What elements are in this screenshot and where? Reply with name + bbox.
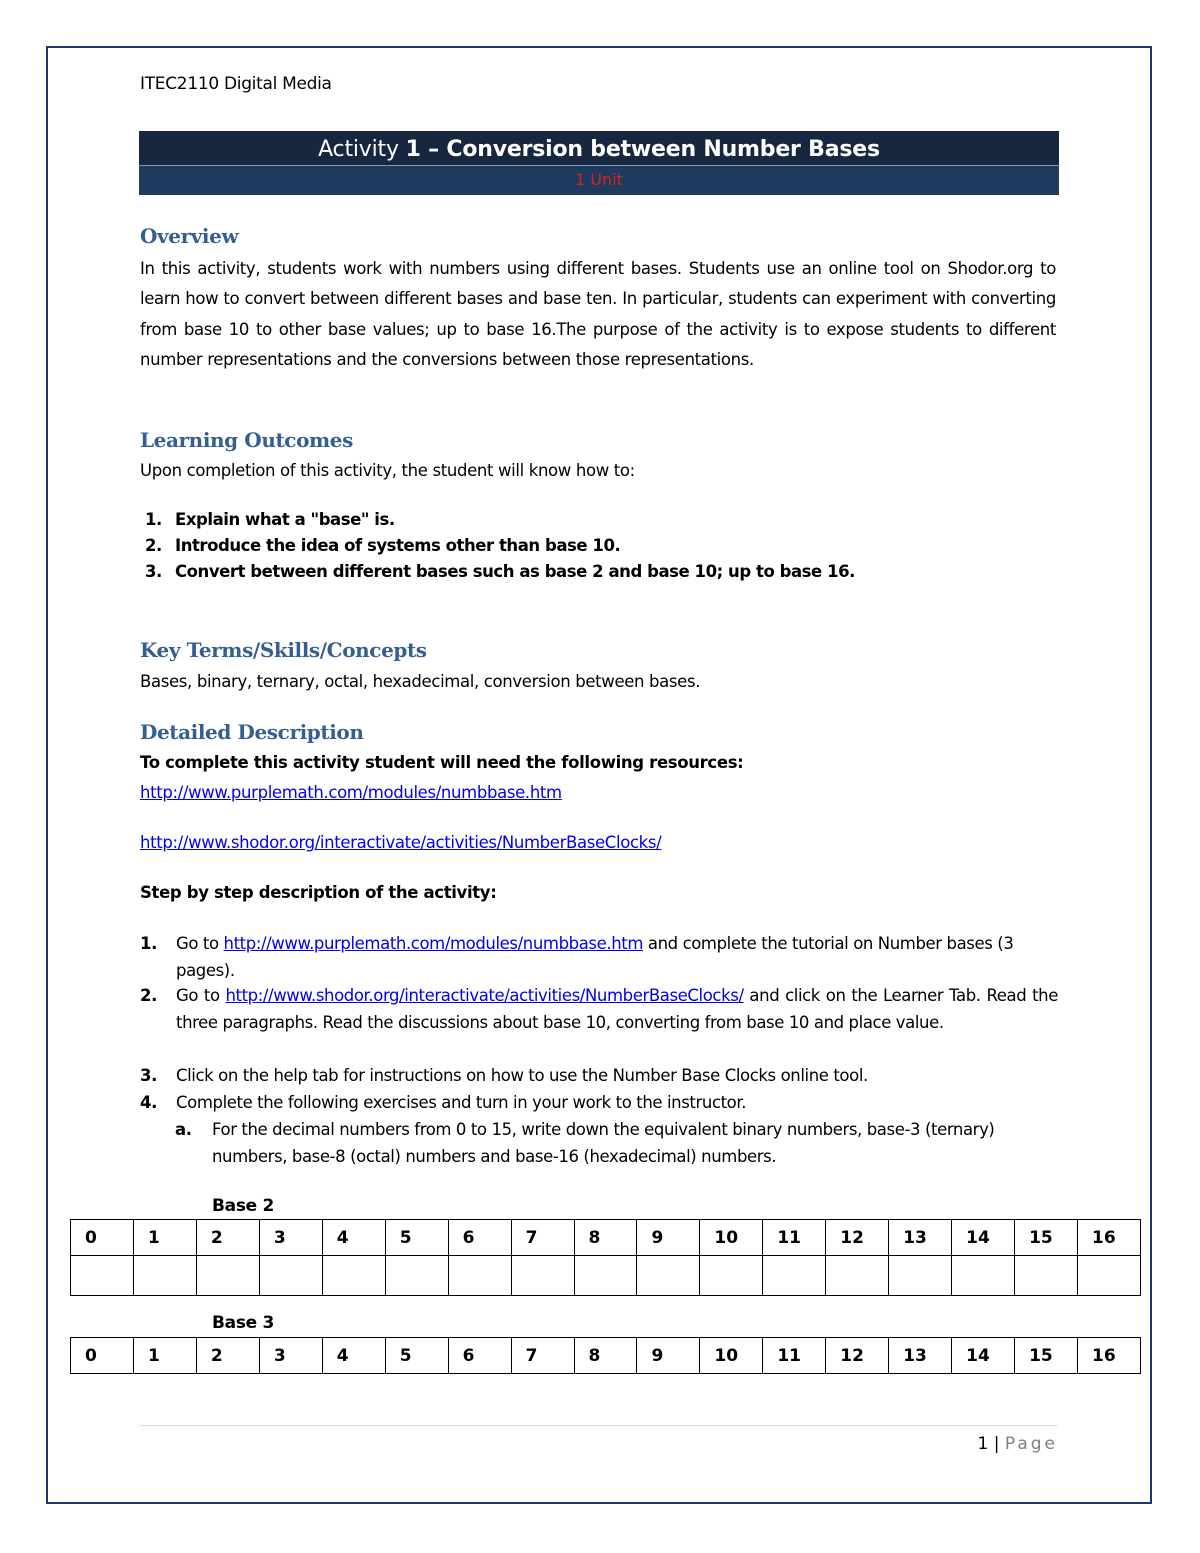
table-cell: 13 (889, 1220, 952, 1256)
detailed-description-heading: Detailed Description (140, 720, 364, 744)
list-number: 2. (145, 536, 162, 555)
learning-outcomes-heading: Learning Outcomes (140, 428, 353, 452)
list-number: 3. (145, 562, 162, 581)
answer-cell[interactable] (322, 1256, 385, 1296)
table-cell: 0 (71, 1338, 134, 1374)
table-cell: 9 (637, 1220, 700, 1256)
activity-title (139, 131, 1059, 165)
outcome-item-1 (145, 510, 395, 529)
table-cell: 6 (448, 1338, 511, 1374)
answer-cell[interactable] (574, 1256, 637, 1296)
outcome-text: Convert between different bases such as base 2 and base 10; up to base 16. (175, 562, 855, 581)
table-cell: 11 (763, 1338, 826, 1374)
answer-cell[interactable] (511, 1256, 574, 1296)
table-cell: 5 (385, 1338, 448, 1374)
table-cell: 12 (826, 1220, 889, 1256)
step-link-purplemath[interactable]: http://www.purplemath.com/modules/numbbase.htm (223, 934, 644, 953)
resource-link-purplemath[interactable]: http://www.purplemath.com/modules/numbbase.htm (140, 783, 562, 802)
step-text-pre: Go to (176, 934, 224, 953)
answer-cell[interactable] (952, 1256, 1015, 1296)
table-cell: 13 (889, 1338, 952, 1374)
table-cell: 7 (511, 1338, 574, 1374)
step-link-shodor[interactable]: http://www.shodor.org/interactivate/activities/NumberBaseClocks/ (225, 986, 744, 1005)
list-letter: a. (175, 1120, 192, 1139)
answer-cell[interactable] (1078, 1256, 1141, 1296)
answer-cell[interactable] (196, 1256, 259, 1296)
step-item-4 (140, 1089, 1058, 1116)
outcome-item-2 (145, 536, 621, 555)
base2-label: Base 2 (212, 1196, 275, 1216)
table-cell: 6 (448, 1220, 511, 1256)
step-text-pre: Go to (176, 986, 226, 1005)
table-cell: 15 (1015, 1220, 1078, 1256)
answer-cell[interactable] (700, 1256, 763, 1296)
table-cell: 2 (196, 1220, 259, 1256)
table-cell: 10 (700, 1220, 763, 1256)
resources-label: To complete this activity student will need the following resources: (140, 753, 744, 772)
table-cell: 16 (1078, 1338, 1141, 1374)
table-cell: 1 (133, 1220, 196, 1256)
activity-word: Activity (318, 137, 399, 162)
answer-cell[interactable] (889, 1256, 952, 1296)
step-text: Click on the help tab for instructions on how to use the Number Base Clocks online tool. (176, 1066, 868, 1085)
table-cell: 15 (1015, 1338, 1078, 1374)
list-number: 1. (140, 934, 157, 953)
course-header: ITEC2110 Digital Media (140, 74, 332, 94)
table-row (71, 1220, 1141, 1256)
activity-title-main: 1 – Conversion between Number Bases (405, 137, 880, 162)
list-number: 1. (145, 510, 162, 529)
overview-text: In this activity, students work with numbers using different bases. Students use an online tool on Shodor.org to learn how to convert between different bases and base ten. In particular, students can experiment with converting from base 10 to other base values; up to base 16.The purpose of the activity is to expose students to different number representations and the conversions between those representations. (140, 259, 1056, 370)
table-cell: 10 (700, 1338, 763, 1374)
table-cell: 9 (637, 1338, 700, 1374)
table-cell: 7 (511, 1220, 574, 1256)
page-word: Page (1004, 1434, 1058, 1454)
answer-cell[interactable] (133, 1256, 196, 1296)
table-cell: 0 (71, 1220, 134, 1256)
sub-item-text: For the decimal numbers from 0 to 15, write down the equivalent binary numbers, base-3 (ternary) numbers, base-8 (octal) numbers and base-16 (hexadecimal) numbers. (212, 1120, 995, 1166)
outcome-text: Explain what a "base" is. (175, 510, 395, 529)
step-text-post: and click on the Learner Tab. Read the three paragraphs. Read the discussions about base 10, converting from base 10 and place value. (176, 986, 1058, 1032)
overview-heading: Overview (140, 224, 239, 248)
table-cell: 8 (574, 1220, 637, 1256)
key-terms-text: Bases, binary, ternary, octal, hexadecimal, conversion between bases. (140, 672, 701, 691)
outcome-text: Introduce the idea of systems other than base 10. (175, 536, 621, 555)
step-text: Complete the following exercises and turn in your work to the instructor. (176, 1093, 747, 1112)
base3-table (70, 1337, 1141, 1374)
answer-cell[interactable] (763, 1256, 826, 1296)
key-terms-heading: Key Terms/Skills/Concepts (140, 638, 427, 662)
table-cell: 5 (385, 1220, 448, 1256)
step-item-2 (140, 982, 1058, 1036)
step-item-1 (140, 930, 1058, 984)
list-number: 3. (140, 1066, 157, 1085)
table-cell: 2 (196, 1338, 259, 1374)
answer-cell[interactable] (259, 1256, 322, 1296)
page-footer (977, 1434, 1058, 1454)
step-item-3 (140, 1062, 1058, 1089)
answer-cell[interactable] (637, 1256, 700, 1296)
table-cell: 16 (1078, 1220, 1141, 1256)
table-row-answer (71, 1256, 1141, 1296)
table-cell: 3 (259, 1220, 322, 1256)
table-cell: 4 (322, 1220, 385, 1256)
unit-label: 1 Unit (139, 165, 1059, 195)
table-cell: 4 (322, 1338, 385, 1374)
base2-table (70, 1219, 1141, 1296)
table-cell: 14 (952, 1220, 1015, 1256)
outcome-item-3 (145, 562, 855, 581)
answer-cell[interactable] (1015, 1256, 1078, 1296)
footer-divider (140, 1425, 1058, 1426)
answer-cell[interactable] (385, 1256, 448, 1296)
resource-link-shodor[interactable]: http://www.shodor.org/interactivate/activities/NumberBaseClocks/ (140, 833, 662, 852)
table-cell: 1 (133, 1338, 196, 1374)
answer-cell[interactable] (448, 1256, 511, 1296)
table-row (71, 1338, 1141, 1374)
answer-cell[interactable] (826, 1256, 889, 1296)
step-text-post: and complete the tutorial on Number bases (3 pages). (176, 934, 1014, 980)
table-cell: 8 (574, 1338, 637, 1374)
title-banner (139, 131, 1059, 194)
table-cell: 3 (259, 1338, 322, 1374)
list-number: 2. (140, 986, 157, 1005)
table-cell: 14 (952, 1338, 1015, 1374)
table-cell: 12 (826, 1338, 889, 1374)
steps-label: Step by step description of the activity: (140, 883, 497, 902)
page-number: 1 (977, 1434, 989, 1454)
footer-separator: | (993, 1434, 1000, 1454)
list-number: 4. (140, 1093, 157, 1112)
table-cell: 11 (763, 1220, 826, 1256)
base3-label: Base 3 (212, 1313, 275, 1333)
outcomes-intro: Upon completion of this activity, the student will know how to: (140, 461, 635, 480)
sub-item-a (175, 1116, 1032, 1170)
answer-cell[interactable] (71, 1256, 134, 1296)
